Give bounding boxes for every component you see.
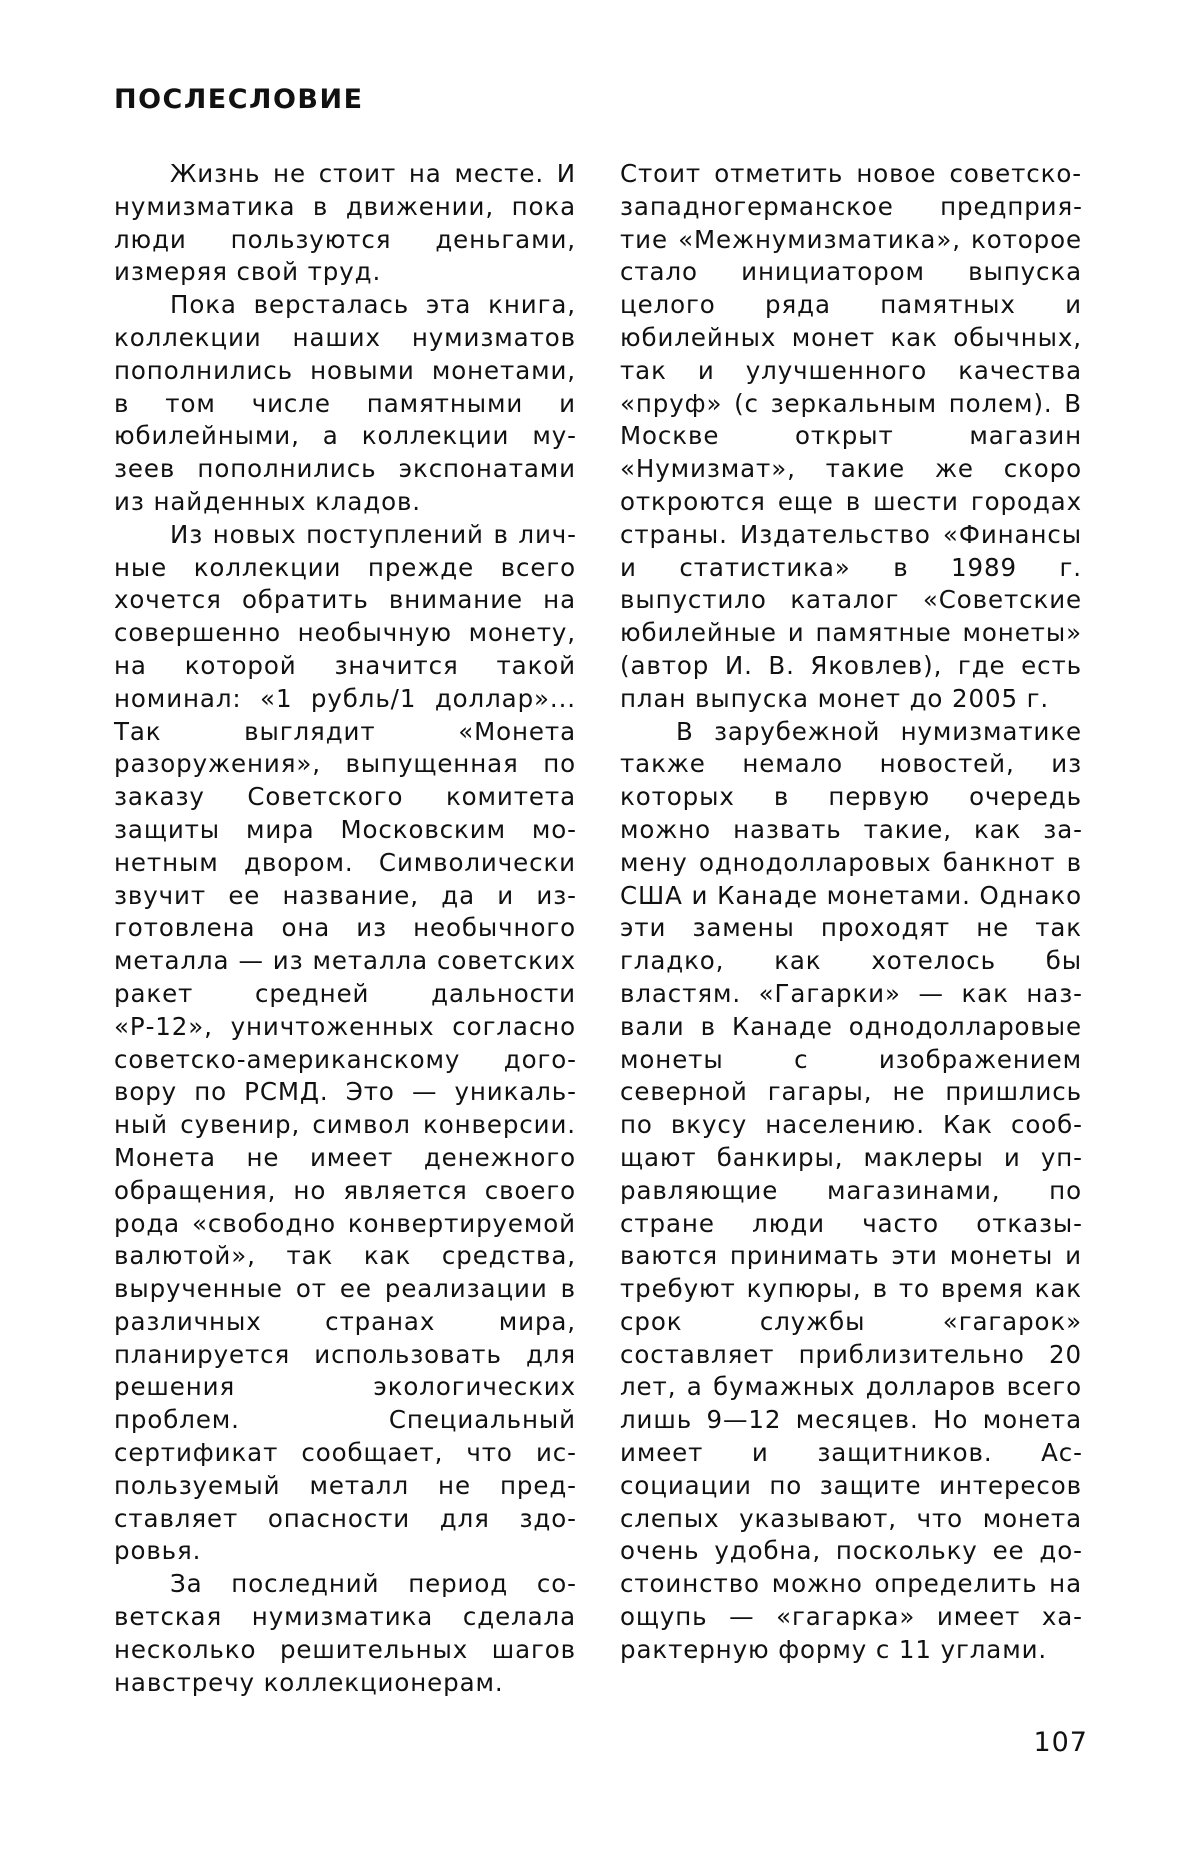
chapter-heading: ПОСЛЕСЛОВИЕ [114, 84, 364, 115]
paragraph: Стоит отметить новое советско-западногерманское предприятие «Межнумизматика», которое стало инициатором выпуска целого ряда памятных и юбилейных монет как обычных, так и улучшенного качества «пруф» (с зеркальным полем). В Москве открыт магазин «Нумизмат», такие же скоро откроются еще в шести городах страны. Издательство «Финансы и статистика» в 1989 г. выпустило каталог «Советские юбилейные и памятные монеты» (автор И. В. Яковлев), где есть план выпуска монет до 2005 г. [620, 159, 1082, 713]
right-text-column [620, 158, 1082, 1667]
paragraph: Пока версталась эта книга, коллекции наших нумизматов пополнились новыми монетами, в том числе памятными и юбилейными, а коллекции музеев пополнились экспонатами из найденных кладов. [114, 290, 576, 516]
paragraph: Из новых поступлений в личные коллекции прежде всего хочется обратить внимание на совершенно необычную монету, на которой значится такой номинал: «1 рубль/1 доллар»... Так выглядит «Монета разоружения», выпущенная по заказу Советского комитета защиты мира Московским монетным двором. Символически звучит ее название, да и изготовлена она из необычного металла — из металла советских ракет средней дальности «Р-12», уничтоженных согласно советско-американскому договору по РСМД. Это — уникальный сувенир, символ конверсии. Монета не имеет денежного обращения, но является своего рода «свободно конвертируемой валютой», так как средства, вырученные от ее реализации в различных странах мира, планируется использовать для решения экологических проблем. Специальный сертификат сообщает, что используемый металл не представляет опасности для здоровья. [114, 519, 576, 1566]
paragraph: Жизнь не стоит на месте. И нумизматика в движении, пока люди пользуются деньгами, измеряя свой труд. [114, 159, 576, 287]
page-number: 107 [1033, 1727, 1088, 1758]
left-text-column [114, 158, 576, 1699]
paragraph: В зарубежной нумизматике также немало новостей, из которых в первую очередь можно назвать такие, как замену однодолларовых банкнот в США и Канаде монетами. Однако эти замены проходят не так гладко, как хотелось бы властям. «Гагарки» — как назвали в Канаде однодолларовые монеты с изображением северной гагары, не пришлись по вкусу населению. Как сообщают банкиры, маклеры и управляющие магазинами, по стране люди часто отказываются принимать эти монеты и требуют купюры, в то время как срок службы «гагарок» составляет приблизительно 20 лет, а бумажных долларов всего лишь 9—12 месяцев. Но монета имеет и защитников. Ассоциации по защите интересов слепых указывают, что монета очень удобна, поскольку ее достоинство можно определить на ощупь — «гагарка» имеет характерную форму с 11 углами. [620, 716, 1082, 1664]
paragraph: За последний период советская нумизматика сделала несколько решительных шагов навстречу коллекционерам. [114, 1569, 576, 1697]
